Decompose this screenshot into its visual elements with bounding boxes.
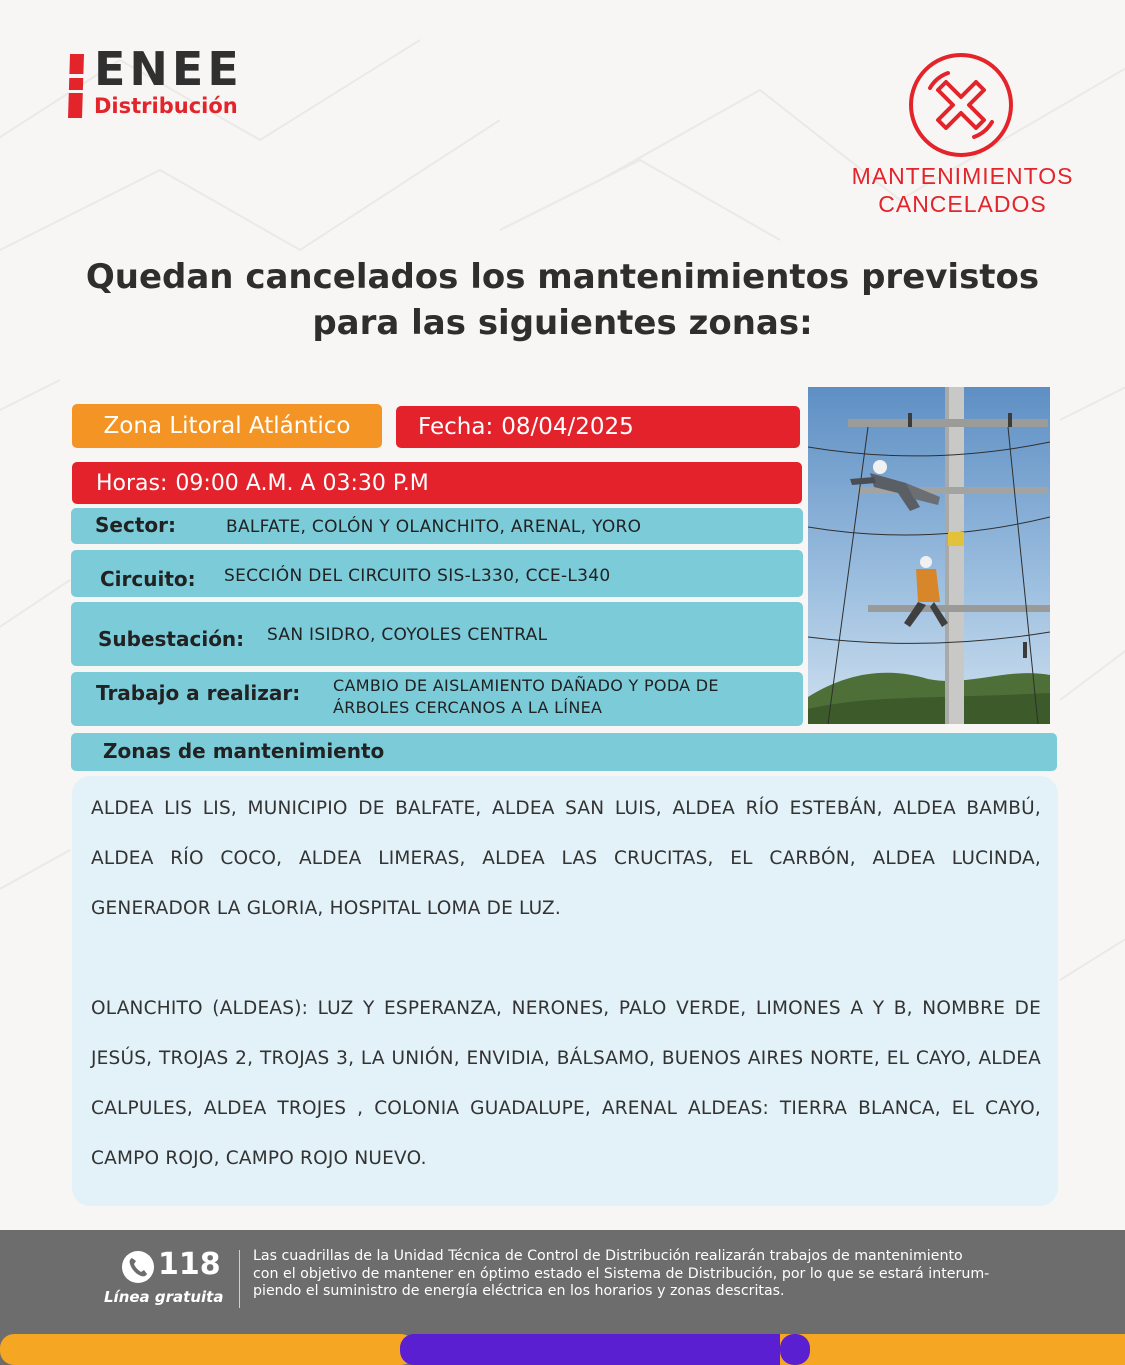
- footer: [0, 1230, 1125, 1334]
- zone-badge: Zona Litoral Atlántico: [72, 404, 382, 448]
- circuit-label: Circuito:: [100, 567, 196, 591]
- logo-wordmark: ENEE: [94, 42, 243, 96]
- hours-value: 09:00 A.M. A 03:30 P.M: [175, 470, 429, 496]
- date-label: Fecha:: [418, 414, 494, 440]
- enee-logo-mark-icon: [66, 54, 86, 118]
- footer-disclaimer: [253, 1248, 1053, 1301]
- work-row: [71, 672, 803, 726]
- circuit-row: [71, 550, 803, 597]
- zones-header-label: Zonas de mantenimiento: [103, 739, 385, 763]
- date-badge: [396, 406, 800, 448]
- title-line-1: Quedan cancelados los mantenimientos previstos: [85, 257, 1040, 297]
- footer-line-3: piendo el suministro de energía eléctrica en los horarios y zonas descritas.: [253, 1283, 785, 1299]
- sector-row: [71, 508, 803, 544]
- badge-line-2: CANCELADOS: [878, 191, 1047, 217]
- logo-subtitle: Distribución: [94, 94, 238, 118]
- lineworkers-photo: [808, 387, 1050, 724]
- hotline-number: 118: [158, 1247, 221, 1282]
- bottom-color-bar: [0, 1334, 1125, 1365]
- work-value-line-1: CAMBIO DE AISLAMIENTO DAÑADO Y PODA DE: [333, 676, 719, 695]
- footer-line-1: Las cuadrillas de la Unidad Técnica de Control de Distribución realizarán trabajos de mantenimiento: [253, 1248, 963, 1264]
- sector-label: Sector:: [95, 513, 176, 537]
- cancel-x-icon: [908, 52, 1014, 158]
- badge-line-1: MANTENIMIENTOS: [851, 163, 1074, 189]
- footer-divider: [239, 1250, 240, 1308]
- work-value-line-2: ÁRBOLES CERCANOS A LA LÍNEA: [333, 698, 603, 717]
- hours-badge: [72, 462, 802, 504]
- page-title: [40, 254, 1085, 346]
- substation-label: Subestación:: [98, 627, 245, 651]
- hours-label: Horas:: [96, 470, 168, 496]
- zones-paragraph-1: ALDEA LIS LIS, MUNICIPIO DE BALFATE, ALDEA SAN LUIS, ALDEA RÍO ESTEBÁN, ALDEA BAMBÚ, ALDEA RÍO COCO, ALDEA LIMERAS, ALDEA LAS CRUCITAS, EL CARBÓN, ALDEA LUCINDA, GENERADOR LA GLORIA, HOSPITAL LOMA DE LUZ.: [91, 798, 1041, 919]
- cancelled-badge-label: [840, 162, 1085, 218]
- enee-logo: [66, 42, 296, 122]
- substation-row: [71, 602, 803, 666]
- zones-header: [71, 733, 1057, 771]
- zones-paragraph-2: OLANCHITO (ALDEAS): LUZ Y ESPERANZA, NERONES, PALO VERDE, LIMONES A Y B, NOMBRE DE JESÚS, TROJAS 2, TROJAS 3, LA UNIÓN, ENVIDIA, BÁLSAMO, BUENOS AIRES NORTE, EL CAYO, ALDEA CALPULES, ALDEA TROJES , COLONIA GUADALUPE, ARENAL ALDEAS: TIERRA BLANCA, EL CAYO, CAMPO ROJO, CAMPO ROJO NUEVO.: [91, 998, 1041, 1169]
- work-label: Trabajo a realizar:: [96, 681, 301, 705]
- zones-list: [72, 776, 1058, 1206]
- date-value: 08/04/2025: [501, 414, 634, 440]
- footer-line-2: con el objetivo de mantener en óptimo estado el Sistema de Distribución, por lo que se estará interum-: [253, 1265, 990, 1282]
- circuit-value: SECCIÓN DEL CIRCUITO SIS-L330, CCE-L340: [224, 566, 611, 586]
- substation-value: SAN ISIDRO, COYOLES CENTRAL: [267, 625, 548, 645]
- title-line-2: para las siguientes zonas:: [312, 303, 813, 343]
- sector-value: BALFATE, COLÓN Y OLANCHITO, ARENAL, YORO: [226, 517, 642, 537]
- phone-icon: [121, 1250, 155, 1284]
- hotline-label: Línea gratuita: [104, 1288, 224, 1306]
